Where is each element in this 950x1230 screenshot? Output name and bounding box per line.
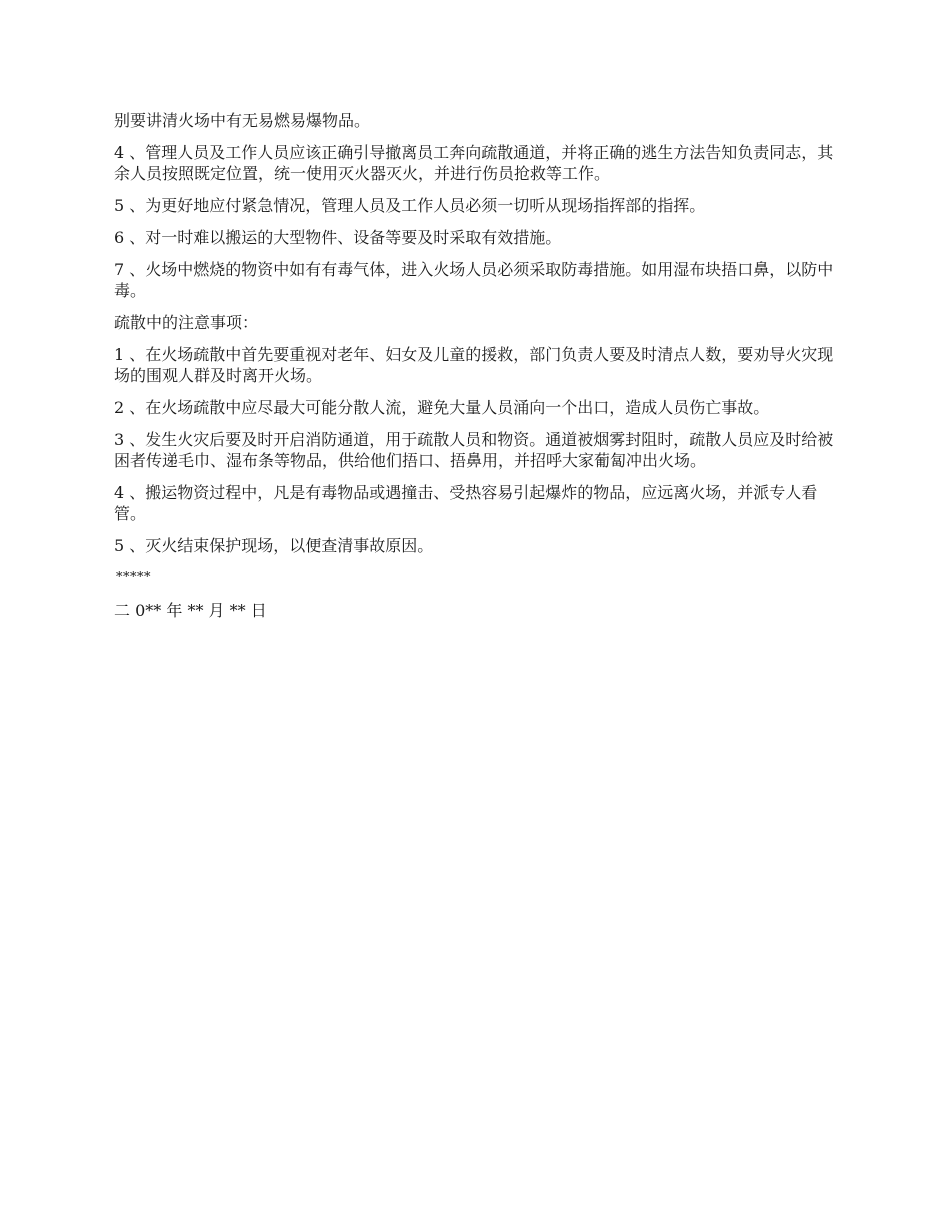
document-date: 二 0** 年 ** 月 ** 日 bbox=[114, 601, 267, 620]
paragraph-item-5: 5 、为更好地应付紧急情况，管理人员及工作人员必须一切听从现场指挥部的指挥。 bbox=[114, 196, 706, 215]
paragraph-item-4: 4 、管理人员及工作人员应该正确引导撤离员工奔向疏散通道，并将正确的逃生方法告知负责同志，其余人员按照既定位置，统一使用灭火器灭火，并进行伤员抢救等工作。 bbox=[114, 143, 834, 183]
paragraph-item-6: 6 、对一时难以搬运的大型物件、设备等要及时采取有效措施。 bbox=[114, 228, 562, 247]
section-heading-evacuation-notes: 疏散中的注意事项： bbox=[114, 313, 259, 332]
paragraph-continuation: 别要讲清火场中有无易燃易爆物品。 bbox=[114, 111, 371, 130]
document-body bbox=[114, 110, 842, 632]
signature-placeholder: ***** bbox=[116, 570, 151, 585]
notes-item-5: 5 、灭火结束保护现场，以便查清事故原因。 bbox=[114, 536, 434, 555]
paragraph-item-7: 7 、火场中燃烧的物资中如有有毒气体，进入火场人员必须采取防毒措施。如用湿布块捂口鼻，以防中毒。 bbox=[114, 260, 834, 300]
notes-item-1: 1 、在火场疏散中首先要重视对老年、妇女及儿童的援救，部门负责人要及时清点人数，要劝导火灾现场的围观人群及时离开火场。 bbox=[114, 345, 834, 385]
notes-item-3: 3 、发生火灾后要及时开启消防通道，用于疏散人员和物资。通道被烟雾封阻时，疏散人员应及时给被困者传递毛巾、湿布条等物品，供给他们捂口、捂鼻用，并招呼大家葡匐冲出火场。 bbox=[114, 430, 834, 470]
notes-item-2: 2 、在火场疏散中应尽最大可能分散人流，避免大量人员涌向一个出口，造成人员伤亡事故。 bbox=[114, 398, 770, 417]
notes-item-4: 4 、搬运物资过程中，凡是有毒物品或遇撞击、受热容易引起爆炸的物品，应远离火场，并派专人看管。 bbox=[114, 483, 818, 523]
